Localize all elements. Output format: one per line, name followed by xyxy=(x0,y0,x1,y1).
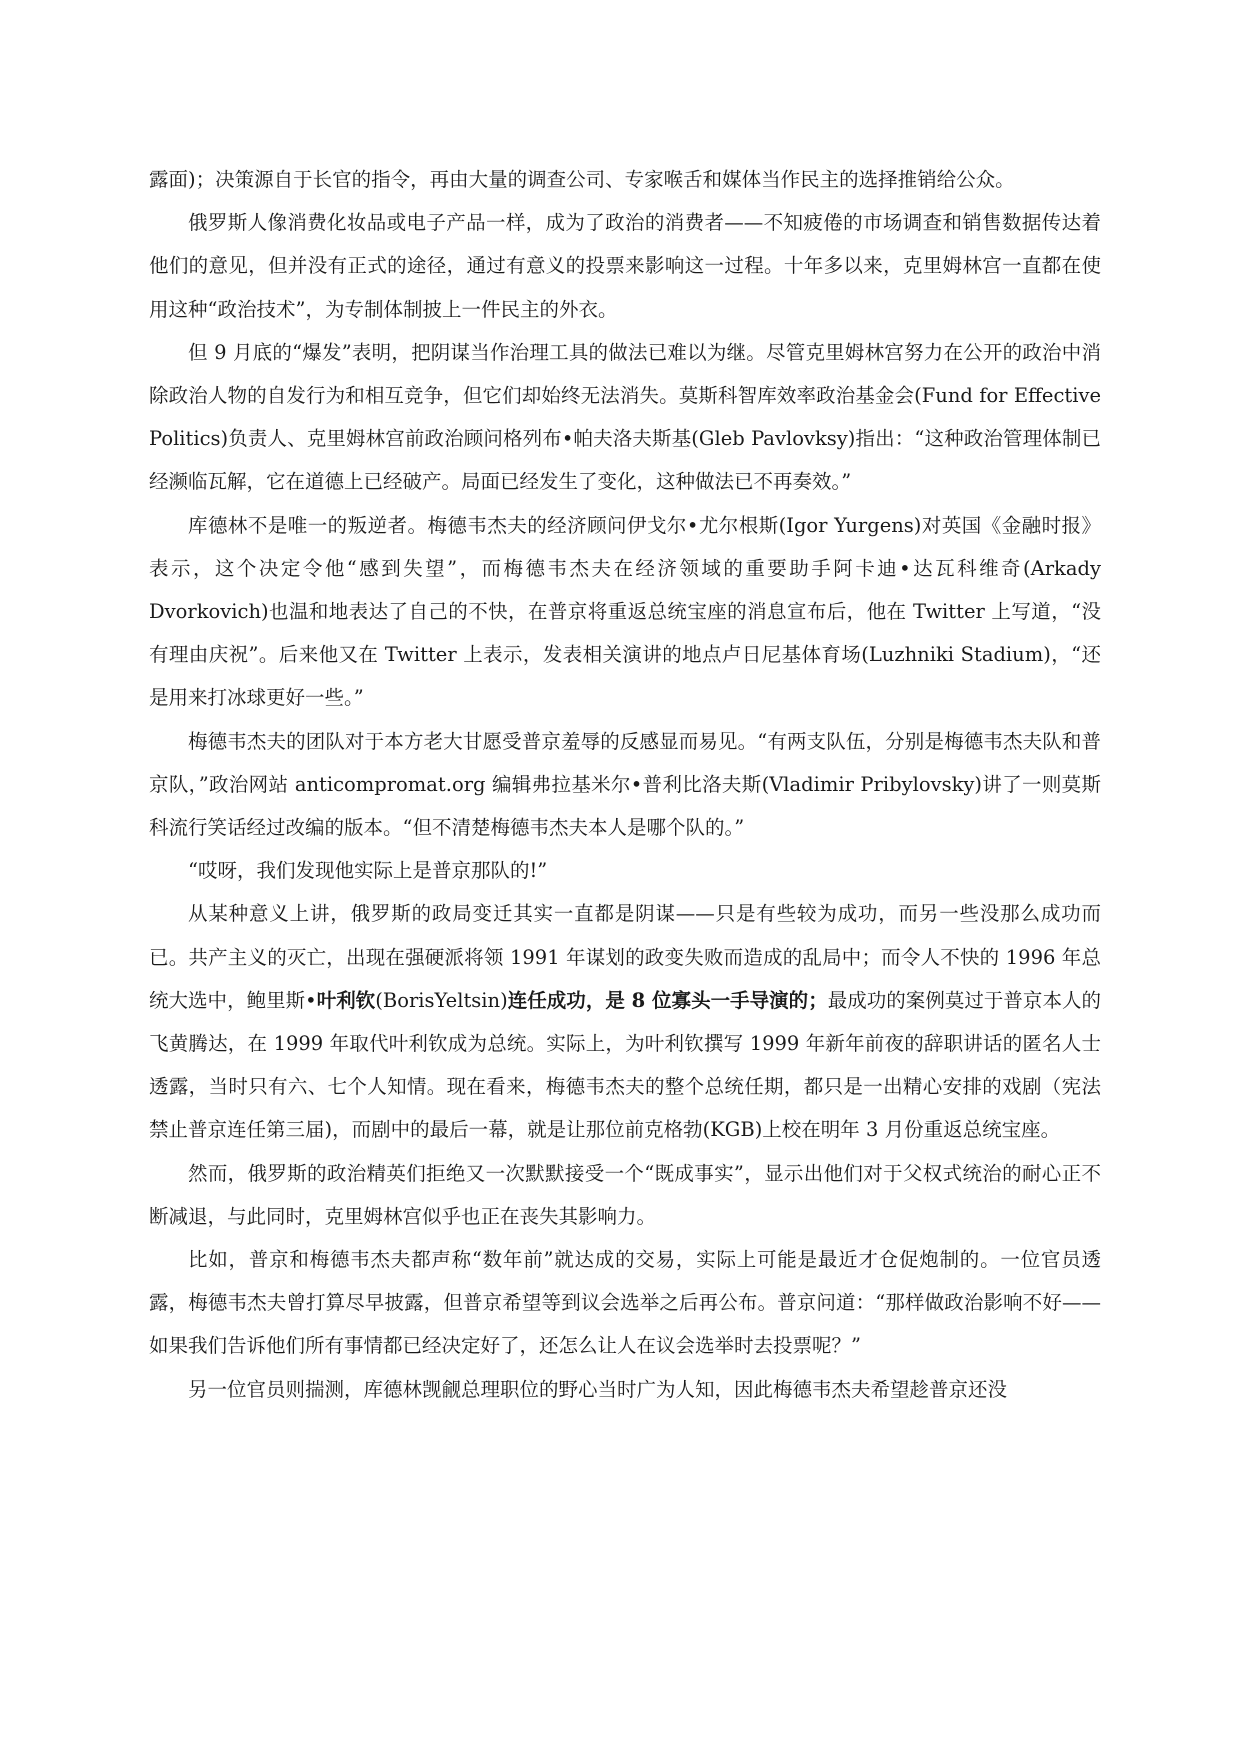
paragraph-text: 库德林不是唯一的叛逆者。梅德韦杰夫的经济顾问伊戈尔•尤尔根斯(Igor Yurgens)对英国《金融时报》表示，这个决定令他“感到失望”，而梅德韦杰夫在经济领域的重要助手阿卡迪•达瓦科维奇(Arkady Dvorkovich)也温和地表达了自己的不快，在普京将重返总统宝座的消息宣布后，他在 Twitter 上写道，“没有理由庆祝”。后来他又在 Twitter 上表示，发表相关演讲的地点卢日尼基体育场(Luzhniki Stadium)，“还是用来打冰球更好一些。” xyxy=(149,513,1101,710)
paragraph xyxy=(149,1238,1101,1368)
paragraph-text: 俄罗斯人像消费化妆品或电子产品一样，成为了政治的消费者——不知疲倦的市场调查和销售数据传达着他们的意见，但并没有正式的途径，通过有意义的投票来影响这一过程。十年多以来，克里姆林宫一直都在使用这种“政治技术”，为专制体制披上一件民主的外衣。 xyxy=(149,211,1101,321)
bold-text: 连任成功，是 8 位寡头一手导演的； xyxy=(507,988,828,1012)
paragraph xyxy=(149,504,1101,720)
paragraph xyxy=(149,1368,1101,1411)
bold-text: 叶利钦 xyxy=(316,988,376,1012)
paragraph xyxy=(149,158,1101,201)
paragraph-text: “哎呀，我们发现他实际上是普京那队的!” xyxy=(188,859,548,883)
paragraph xyxy=(149,1152,1101,1238)
paragraph xyxy=(149,892,1101,1151)
paragraph xyxy=(149,849,1101,892)
paragraph-text: (BorisYeltsin) xyxy=(375,988,508,1012)
paragraph-text: 梅德韦杰夫的团队对于本方老大甘愿受普京羞辱的反感显而易见。“有两支队伍，分别是梅德韦杰夫队和普京队，”政治网站 anticompromat.org 编辑弗拉基米尔•普利比洛夫斯(Vladimir Pribylovsky)讲了一则莫斯科流行笑话经过改编的版本。“但不清楚梅德韦杰夫本人是哪个队的。” xyxy=(149,729,1101,840)
paragraph-text: 从某种意义上讲，俄罗斯的政局变迁其实一直都是阴谋——只是有些较为成功，而另一些没那么成功而已。共产主义的灭亡，出现在强硬派将领 1991 年谋划的政变失败而造成的乱局中；而令人不快的 1996 年总统大选中，鲍里斯• xyxy=(149,902,1101,1012)
paragraph xyxy=(149,720,1101,850)
paragraph-text: 然而，俄罗斯的政治精英们拒绝又一次默默接受一个“既成事实”，显示出他们对于父权式统治的耐心正不断减退，与此同时，克里姆林宫似乎也正在丧失其影响力。 xyxy=(149,1161,1101,1228)
paragraph-text: 露面)；决策源自于长官的指令，再由大量的调查公司、专家喉舌和媒体当作民主的选择推销给公众。 xyxy=(149,168,1015,191)
paragraph-text: 最成功的案例莫过于普京本人的飞黄腾达，在 1999 年取代叶利钦成为总统。实际上，为叶利钦撰写 1999 年新年前夜的辞职讲话的匿名人士透露，当时只有六、七个人知情。现在看来，梅德韦杰夫的整个总统任期，都只是一出精心安排的戏剧（宪法禁止普京连任第三届)，而剧中的最后一幕，就是让那位前克格勃(KGB)上校在明年 3 月份重返总统宝座。 xyxy=(149,988,1101,1142)
paragraph-text: 另一位官员则揣测，库德林觊觎总理职位的野心当时广为人知，因此梅德韦杰夫希望趁普京还没 xyxy=(188,1377,1008,1401)
paragraph-text: 但 9 月底的“爆发”表明，把阴谋当作治理工具的做法已难以为继。尽管克里姆林宫努力在公开的政治中消除政治人物的自发行为和相互竞争，但它们却始终无法消失。莫斯科智库效率政治基金会(Fund for Effective Politics)负责人、克里姆林宫前政治顾问格列布•帕夫洛夫斯基(Gleb Pavlovksy)指出：“这种政治管理体制已经濒临瓦解，它在道德上已经破产。局面已经发生了变化，这种做法已不再奏效。” xyxy=(149,340,1101,494)
paragraph-text: 比如，普京和梅德韦杰夫都声称“数年前”就达成的交易，实际上可能是最近才仓促炮制的。一位官员透露，梅德韦杰夫曾打算尽早披露，但普京希望等到议会选举之后再公布。普京问道：“那样做政治影响不好——如果我们告诉他们所有事情都已经决定好了，还怎么让人在议会选举时去投票呢？” xyxy=(149,1248,1101,1358)
paragraph xyxy=(149,201,1101,331)
article-body xyxy=(149,158,1101,1411)
paragraph xyxy=(149,331,1101,504)
